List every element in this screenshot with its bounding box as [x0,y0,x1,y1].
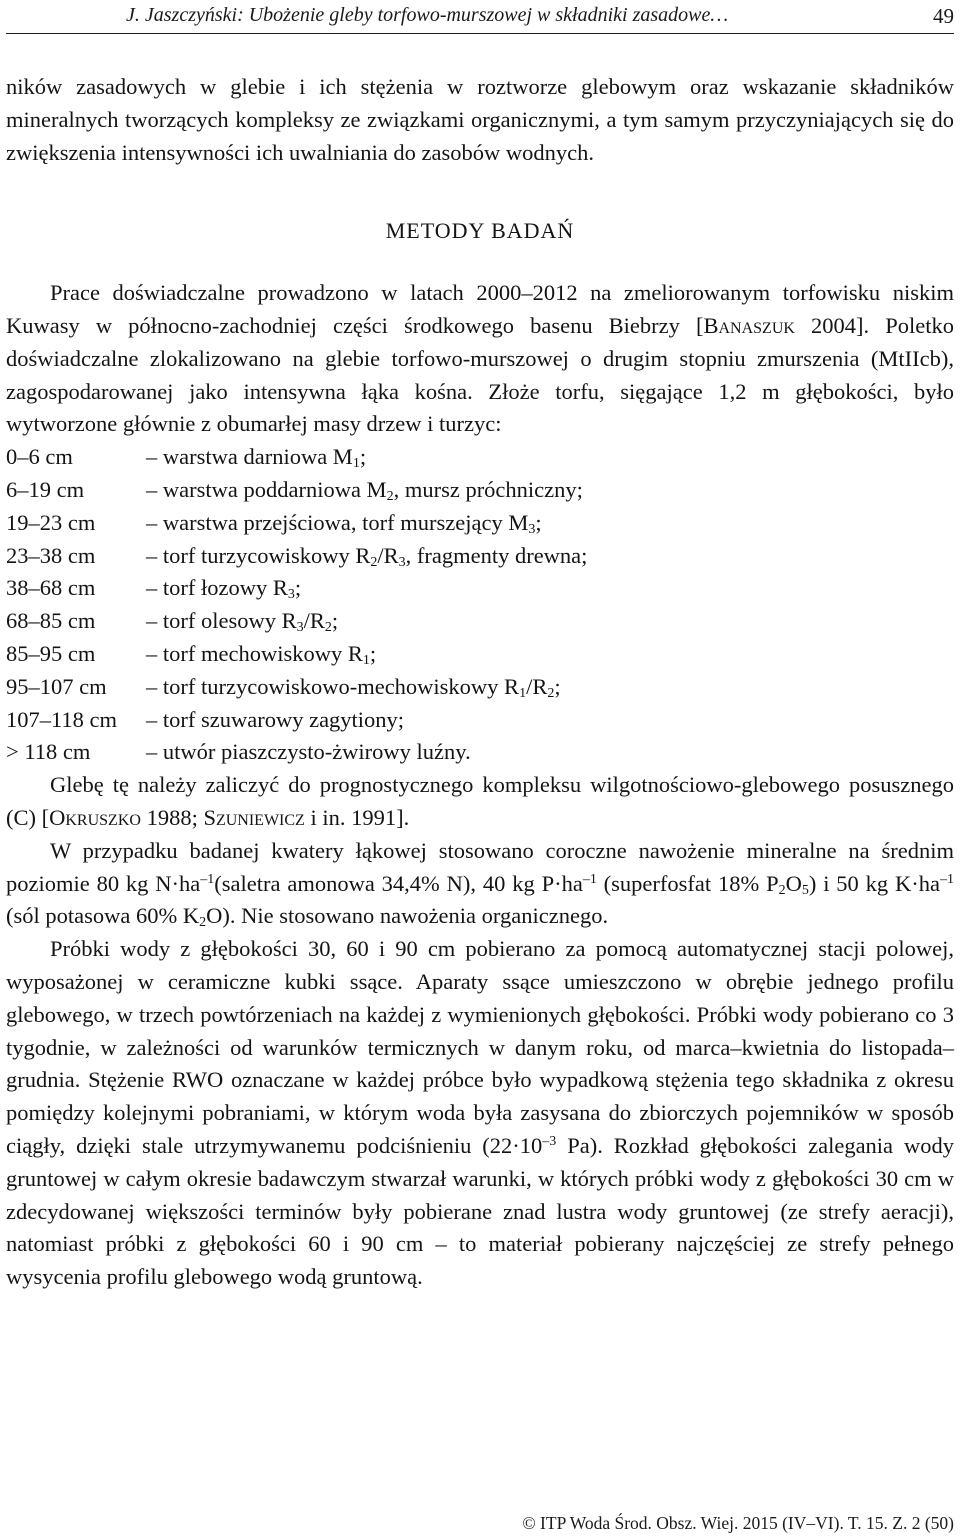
profile-description: – torf olesowy $R_3/R_2$; [146,608,339,636]
profile-description: – warstwa poddarniowa $M_2$, mursz próchniczny; [146,476,583,504]
document-page [6,0,954,1539]
profile-depth: 0–6 cm [6,444,73,470]
profile-description: – torf szuwarowy zagytiony; [146,706,405,732]
profile-row [6,704,954,737]
profile-description: – torf turzycowiskowy $R_2/R_3$, fragmenty drewna; [146,542,588,570]
profile-description: – torf łozowy $R_3$; [146,575,302,603]
profile-depth: 6–19 cm [6,476,85,502]
profile-row [6,474,954,507]
profile-depth: 68–85 cm [6,608,96,634]
section-heading: METODY BADAŃ [385,218,575,244]
profile-depth: 95–107 cm [6,673,107,699]
profile-description: – utwór piaszczysto-żwirowy luźny. [146,739,471,765]
profile-depth: 85–95 cm [6,640,96,666]
reference-okruszko: Okruszko [49,804,141,830]
methods-paragraph [6,277,954,441]
body-text [6,71,954,1294]
profile-depth: 19–23 cm [6,509,96,535]
header-rule [6,33,954,34]
profile-description: – torf turzycowiskowo-mechowiskowy $R_1/R_2$; [146,673,561,701]
sampling-paragraph: Próbki wody z głębokości 30, 60 i 90 cm pobierano za pomocą automatycznej stacji polowej, wyposażonej w ceramiczne kubki ssące. Aparaty ssące umieszczono w obrębie jednego profilu glebowego, w trzech powtórzeniach na każdej z wymienionych głębokości. Próbki wody pobierano co 3 tygodnie, w zależności od warunków termicznych w danym roku, od marca–kwietnia do listopada–grudnia. Stężenie RWO oznaczane w każdej próbce było wypadkową stężenia tego składnika z okresu pomiędzy kolejnymi pobraniami, w którym woda była zasysana do zbiorczych pojemników w sposób ciągły, dzięki stale utrzymywanemu podciśnieniu ($22\cdot 10^{-3}$ Pa). Rozkład głębokości zalegania wody gruntowej w całym okresie badawczym stwarzał warunki, w których próbki wody z głębokości 30 cm w zdecydowanej większości terminów były pobierane znad lustra wody gruntowej (ze strefy aeracji), natomiast próbki z głębokości 60 i 90 cm – to materiał pobierany najczęściej ze strefy pełnego wysycenia profilu glebowego wodą gruntową. [6,936,954,1290]
profile-row [6,736,954,769]
profile-description: – warstwa przejściowa, torf murszejący $M_3$; [146,509,542,537]
page-number: 49 [933,4,954,28]
footer-citation: © ITP Woda Środ. Obsz. Wiej. 2015 (IV–VI). T. 15. Z. 2 (50) [522,1513,954,1533]
methods-text-b: 2004]. Poletko doświadczalne zlokalizowano na glebie torfowo-murszowej o drugim stopniu zmurszenia (MtIIcb), zagospodarowanej jako intensywna łąka kośna. Złoże torfu, sięgające 1,2 m głębokości, było wytworzone głównie z obumarłej masy drzew i turzyc: [6,312,954,437]
running-title: J. Jaszczyński: Ubożenie gleby torfowo-murszowej w składniki zasadowe… [126,4,729,26]
soil-class-paragraph: Glebę tę należy zaliczyć do prognostycznego kompleksu wilgotnościowo-glebowego posusznego (C) [Okruszko 1988; Szuniewicz i in. 1991]. [6,772,954,830]
methods-text-a: Prace doświadczalne prowadzono w latach 2000–2012 na zmeliorowanym torfowisku niskim Kuwasy w północno-zachodniej części środkowego basenu Biebrzy [ [6,280,954,338]
profile-depth: 38–68 cm [6,575,96,601]
profile-depth: > 118 cm [6,739,91,765]
profile-row [6,507,954,540]
running-header [6,4,954,30]
profile-row [6,540,954,573]
profile-row [6,638,954,671]
fertilization-paragraph: W przypadku badanej kwatery łąkowej stosowano coroczne nawożenie mineralne na średnim poziomie 80 kg $N\cdot ha^{-1}(saletra$ amonowa 34,4% N), 40 kg $P\cdot ha^{-1}$ (superfosfat 18% $P_2O_5$) i 50 kg $K\cdot ha^{-1}$ (sól potasowa 60% $K_2O$). Nie stosowano nawożenia organicznego. [6,837,954,931]
profile-row [6,671,954,704]
profile-row [6,441,954,474]
profile-row [6,605,954,638]
reference-banaszuk: Banaszuk [703,312,795,338]
profile-depth: 107–118 cm [6,706,118,732]
reference-szuniewicz: Szuniewicz [203,804,305,830]
soil-profile-list [6,441,954,769]
profile-description: – torf mechowiskowy $R_1$; [146,640,377,668]
intro-paragraph: ników zasadowych w glebie i ich stężenia w roztworze glebowym oraz wskazanie składników mineralnych tworzących kompleksy ze związkami organicznymi, a tym samym przyczyniających się do zwiększenia intensywności ich uwalniania do zasobów wodnych. [6,74,954,165]
profile-description: – warstwa darniowa $M_1$; [146,444,367,472]
profile-depth: 23–38 cm [6,542,96,568]
profile-row [6,572,954,605]
